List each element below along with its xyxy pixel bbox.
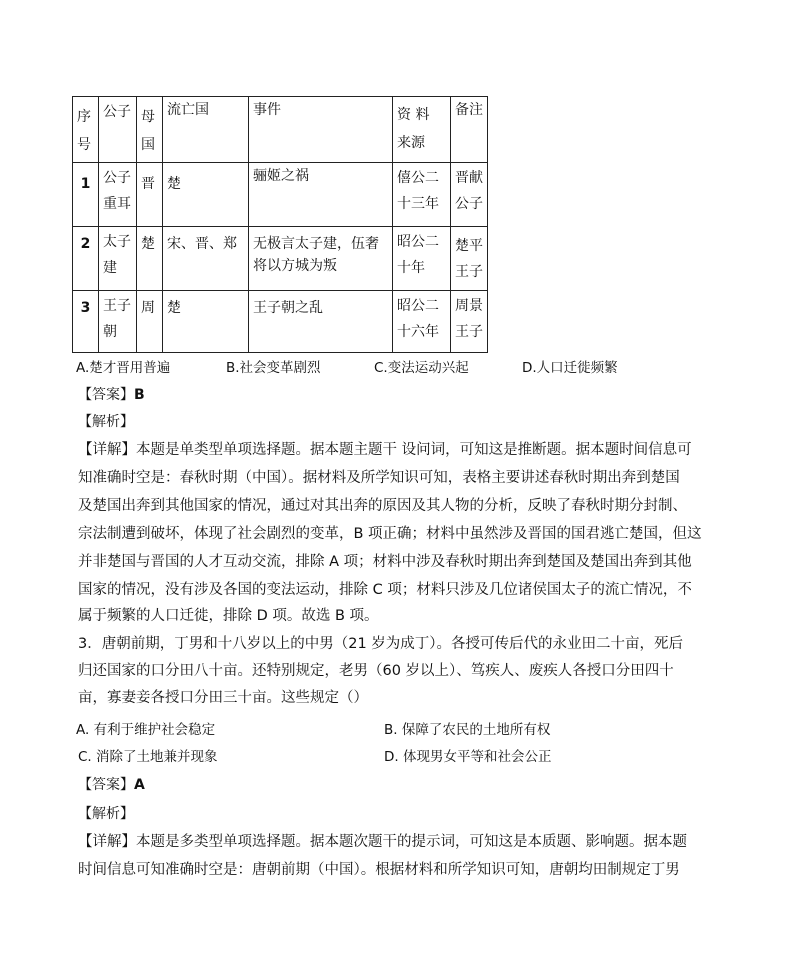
header-cell: 资 料 来源 [393,97,451,163]
q2-detail-line [78,438,692,459]
table-row [73,291,488,353]
detail-text: 本题是单类型单项选择题。据本题主题干 设问词，可知这是推断题。据本题时间信息可 [136,442,692,458]
q2-option-b: B.社会变革剧烈 [226,360,321,376]
table-cell: 楚 [137,227,163,291]
q2-detail-line: 知准确时空是：春秋时期（中国）。据材料及所学知识可知，表格主要讲述春秋时期出奔到楚国 [78,470,680,486]
table-cell: 公子重耳 [99,163,137,227]
table-cell: 3 [73,291,99,353]
q2-detail-line: 属于频繁的人口迁徙，排除 D 项。故选 B 项。 [78,608,379,624]
q3-option-a: A. 有利于维护社会稳定 [76,722,216,738]
header-cell: 序号 [73,97,99,163]
table-cell: 2 [73,227,99,291]
q3-detail-line: 时间信息可知准确时空是：唐朝前期（中国）。根据材料和所学知识可知，唐朝均田制规定丁男 [78,862,680,878]
header-cell: 流亡国 [163,97,249,163]
table-row [73,163,488,227]
q3-option-c: C. 消除了土地兼并现象 [78,749,218,765]
header-cell: 母国 [137,97,163,163]
q3-stem-line: 3．唐朝前期，丁男和十八岁以上的中男（21 岁为成丁）。各授可传后代的永业田二十亩，死后 [78,636,684,652]
q2-option-a: A.楚才晋用普遍 [76,360,171,376]
detail-label: 【详解】 [78,834,136,850]
table-cell: 僖公二十三年 [393,163,451,227]
answer-label: 【答案】 [78,777,134,793]
header-cell: 公子 [99,97,137,163]
q3-analysis-label: 【解析】 [78,806,134,822]
table-cell: 楚 [163,291,249,353]
table-cell: 王子朝 [99,291,137,353]
table-cell: 无极言太子建，伍奢将以方城为叛 [249,227,393,291]
table-cell: 周 [137,291,163,353]
table-header-row [73,97,488,163]
q3-detail-line [78,830,687,851]
table-cell: 王子朝之乱 [249,291,393,353]
table-cell: 宋、晋、郑 [163,227,249,291]
table-cell: 楚 [163,163,249,227]
answer-label: 【答案】 [78,387,134,403]
q3-stem-line: 亩，寡妻妾各授口分田三十亩。这些规定（） [78,690,368,706]
q2-answer [78,384,145,404]
detail-text: 本题是多类型单项选择题。据本题次题干的提示词，可知这是本质题、影响题。据本题 [136,834,687,850]
table-cell: 昭公二十六年 [393,291,451,353]
table-cell: 昭公二十年 [393,227,451,291]
table-cell: 骊姬之祸 [249,163,393,227]
header-cell: 事件 [249,97,393,163]
event-table [72,96,488,353]
table-cell: 1 [73,163,99,227]
q3-stem-line: 归还国家的口分田八十亩。还特别规定，老男（60 岁以上）、笃疾人、废疾人各授口分田四十 [78,663,674,679]
q3-option-b: B. 保障了农民的土地所有权 [384,722,551,738]
table-row [73,227,488,291]
answer-value: B [134,387,145,403]
q2-analysis-label: 【解析】 [78,414,134,430]
q2-detail-line: 国家的情况，没有涉及各国的变法运动，排除 C 项；材料只涉及几位诸侯国太子的流亡情况，不 [78,582,692,598]
q2-option-c: C.变法运动兴起 [374,360,469,376]
table-cell: 晋献公子 [451,163,488,227]
q3-option-d: D. 体现男女平等和社会公正 [384,749,552,765]
q2-option-d: D.人口迁徙频繁 [522,360,618,376]
table-cell: 楚平王子 [451,227,488,291]
q2-detail-line: 及楚国出奔到其他国家的情况，通过对其出奔的原因及其人物的分析，反映了春秋时期分封制、 [78,498,687,514]
header-cell: 备注 [451,97,488,163]
table-cell: 周景王子 [451,291,488,353]
answer-value: A [134,777,145,793]
q2-detail-line: 宗法制遭到破坏，体现了社会剧烈的变革，B 项正确；材料中虽然涉及晋国的国君逃亡楚国，但这 [78,526,702,542]
q2-detail-line: 并非楚国与晋国的人才互动交流，排除 A 项；材料中涉及春秋时期出奔到楚国及楚国出奔到其他 [78,554,692,570]
q3-answer [78,774,145,794]
table-cell: 太子建 [99,227,137,291]
detail-label: 【详解】 [78,442,136,458]
table-cell: 晋 [137,163,163,227]
